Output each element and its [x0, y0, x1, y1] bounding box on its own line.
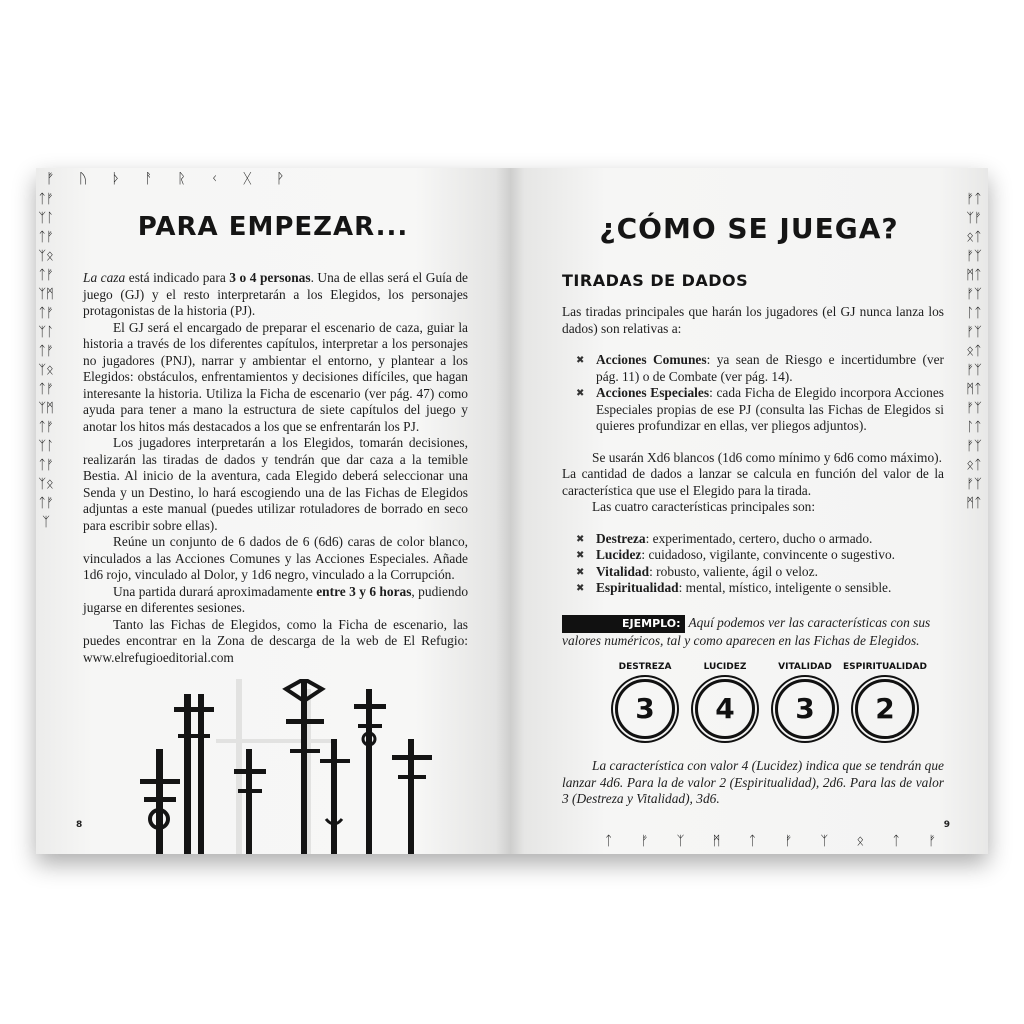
intro-paragraph: Las tiradas principales que harán los jugadores (el GJ nunca lanza los dados) son relativas a:	[562, 304, 944, 336]
traits-list	[562, 531, 944, 597]
rune-border-top: ᚠ ᚢ ᚦ ᚨ ᚱ ᚲ ᚷ ᚹ	[46, 171, 295, 187]
thorn-ring-icon: 3	[775, 679, 835, 739]
list-item: ✖ Destreza: experimentado, certero, ducho o armado.	[596, 531, 944, 548]
list-item: ✖ Acciones Especiales: cada Ficha de Elegido incorpora Acciones Especiales propias de ese PJ (consulta las Fichas de Elegidos si quieres profundizar en ellas, ver pliegos adjuntos).	[596, 385, 944, 435]
thorn-ring-icon: 4	[695, 679, 755, 739]
book-spread	[36, 168, 988, 854]
actions-list	[562, 352, 944, 435]
paragraph-6: Tanto las Fichas de Elegidos, como la Ficha de escenario, las puedes encontrar en la Zona de descarga de la web de El Refugio: www.elrefugioeditorial.com	[83, 616, 468, 665]
paragraph-5: Una partida durará aproximadamente entre 3 y 6 horas, pudiendo jugarse en diferentes sesiones.	[83, 583, 469, 615]
dice-paragraph-2: La cantidad de dados a lanzar se calcula en función del valor de la característica que use el Elegido para la tirada.	[562, 466, 944, 498]
list-item: ✖ Vitalidad: robusto, valiente, ágil o veloz.	[596, 564, 944, 581]
dice-paragraph-3: Las cuatro características principales son:	[592, 499, 816, 514]
dice-ring-lucidez: LUCIDEZ 4	[690, 662, 760, 739]
page-number-left: 8	[76, 820, 83, 830]
dice-paragraph-1: Se usarán Xd6 blancos (1d6 como mínimo y 6d6 como máximo).	[592, 449, 942, 465]
section-heading: TIRADAS DE DADOS	[562, 271, 749, 290]
paragraph-2: El GJ será el encargado de preparar el escenario de caza, guiar la historia a través de los diferentes capítulos, interpretar a los personajes no jugadores (PNJ), narrar y ambientar el entorno, y plantear a los Elegidos: obstáculos, enfrentamientos y decisiones difíciles, que hagan interesante la historia. Utiliza la Ficha de escenario (ver pág. 47) como ayuda para tener a mano la estructura de siete capítulos del juego y anotar los hitos más destacados a los que se enfrentarán los PJ.	[83, 319, 468, 434]
page-title-left: PARA EMPEZAR...	[137, 212, 409, 242]
rune-border-left: ᛏᚠᛉᛚᛏᚠᛉᛟᛏᚠᛉᛗᛏᚠᛉᛚᛏᚠᛉᛟᛏᚠᛉᛗᛏᚠᛉᛚᛏᚠᛉᛟᛏᚠᛉ	[38, 192, 54, 530]
left-page	[36, 168, 510, 854]
page-title-right: ¿CÓMO SE JUEGA?	[599, 212, 899, 245]
example-text: Aquí podemos ver las características con sus valores numéricos, tal y como aparecen en las Fichas de Elegidos.	[562, 614, 931, 648]
rune-border-bottom: ᛏ ᚠ ᛉ ᛗ ᛏ ᚠ ᛉ ᛟ ᛏ ᚠ	[604, 834, 948, 849]
example-box	[562, 615, 944, 650]
list-item: ✖ Espiritualidad: mental, místico, inteligente o sensible.	[596, 580, 944, 597]
example-label: EJEMPLO:	[562, 615, 685, 634]
list-item: ✖ Lucidez: cuidadoso, vigilante, convincente o sugestivo.	[596, 547, 944, 564]
thorn-ring-icon: 3	[615, 679, 675, 739]
paragraph-4: Reúne un conjunto de 6 dados de 6 (6d6) caras de color blanco, vinculados a las Acciones Comunes y las Acciones Especiales. Añade 1d6 rojo, vinculado al Dolor, y 1d6 negro, vinculado a la Corrupción.	[83, 534, 468, 582]
dice-ring-vitalidad: VITALIDAD 3	[770, 662, 840, 739]
totem-illustration	[126, 679, 436, 854]
dice-ring-espiritualidad: ESPIRITUALIDAD 2	[850, 662, 920, 739]
intro-text	[83, 270, 468, 666]
right-page	[510, 168, 988, 854]
page-number-right: 9	[943, 820, 950, 830]
list-item: ✖ Acciones Comunes: ya sean de Riesgo e incertidumbre (ver pág. 11) o de Combate (ver pág. 14).	[596, 352, 944, 385]
dice-rules-text	[562, 304, 944, 650]
thorn-ring-icon: 2	[855, 679, 915, 739]
dice-ring-destreza: DESTREZA 3	[610, 662, 680, 739]
dice-values	[610, 662, 950, 752]
closing-text: La característica con valor 4 (Lucidez) indica que se tendrán que lanzar 4d6. Para la de valor 2 (Espiritualidad), 2d6. Para las de valor 3 (Destreza y Vitalidad), 3d6.	[562, 758, 944, 806]
paragraph-1: La caza está indicado para 3 o 4 personas. Una de ellas será el Guía de juego (GJ) y el resto interpretarán a los Elegidos, los personajes protagonistas de la historia (PJ).	[83, 270, 468, 318]
rune-border-right: ᚠᛏᛉᚠᛟᛏᚠᛉᛗᛏᚠᛉᛚᛏᚠᛉᛟᛏᚠᛉᛗᛏᚠᛉᛚᛏᚠᛉᛟᛏᚠᛉᛗᛏ	[966, 192, 982, 511]
paragraph-3: Los jugadores interpretarán a los Elegidos, tomarán decisiones, realizarán las tiradas de dados y tendrán que dar caza a la temible Bestia. Al inicio de la aventura, cada Elegido deberá seleccionar una Senda y un Destino, lo hará escogiendo una de las Fichas de Elegidos adjuntas a este manual (puedes utilizar rotuladores de borrado en seco para escribir sobre ellas).	[83, 435, 468, 533]
